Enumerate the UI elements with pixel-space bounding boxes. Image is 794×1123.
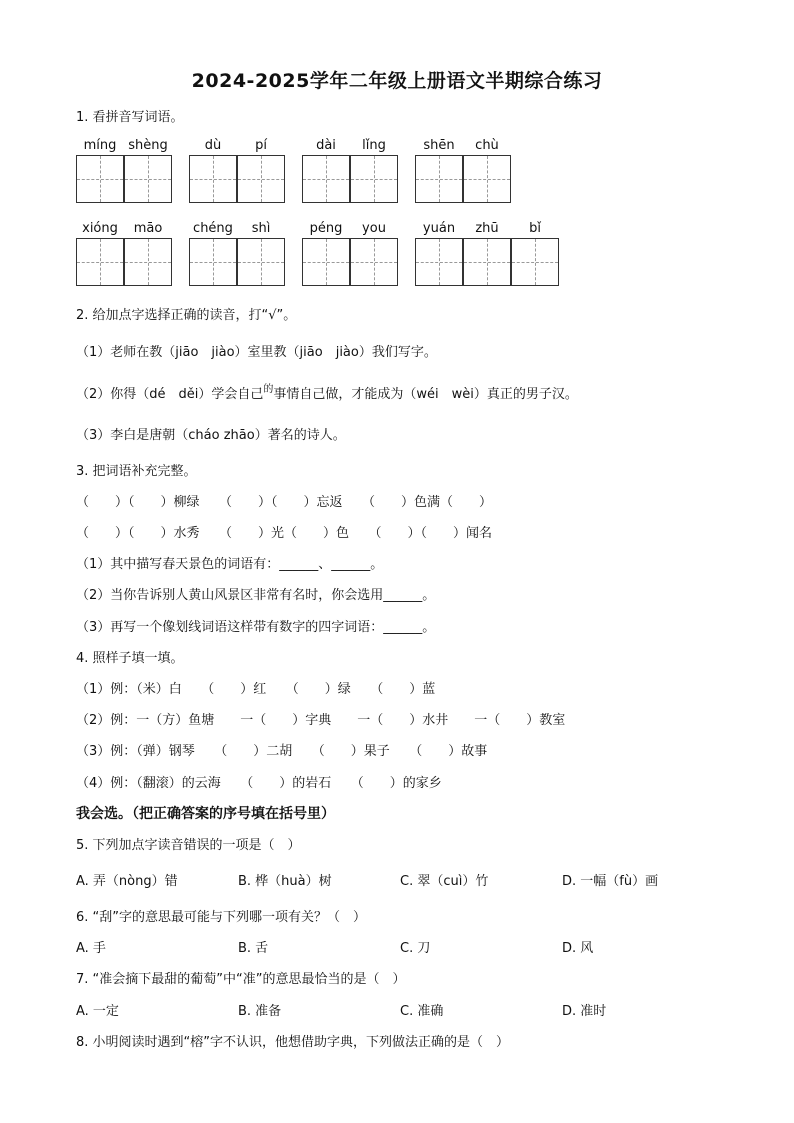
writing-box[interactable] bbox=[350, 238, 398, 286]
question-6-label: 6. “刮”字的意思最可能与下列哪一项有关？（ ） bbox=[76, 910, 367, 925]
question-4-line: （2）例：一（方）鱼塘 一（ ）字典 一（ ）水井 一（ ）教室 bbox=[76, 713, 566, 728]
pinyin: shì bbox=[251, 221, 271, 236]
pinyin: yuán bbox=[422, 221, 456, 236]
writing-box[interactable] bbox=[463, 155, 511, 203]
writing-box[interactable] bbox=[124, 155, 172, 203]
pinyin: zhū bbox=[475, 221, 499, 236]
question-2-item-1: （1）老师在教（jiāo jiào）室里教（jiāo jiào）我们写字。 bbox=[76, 345, 437, 360]
option-d[interactable]: D. 一幅（fù）画 bbox=[562, 874, 659, 889]
pinyin: chù bbox=[475, 138, 499, 153]
question-5-label: 5. 下列加点字读音错误的一项是（ ） bbox=[76, 838, 301, 853]
pinyin: shèng bbox=[128, 138, 168, 153]
option-b[interactable]: B. 舌 bbox=[238, 941, 269, 956]
pinyin: chéng bbox=[193, 221, 233, 236]
pinyin: dù bbox=[204, 138, 222, 153]
option-d[interactable]: D. 准时 bbox=[562, 1004, 607, 1019]
pinyin: bǐ bbox=[529, 221, 541, 236]
question-4-label: 4. 照样子填一填。 bbox=[76, 651, 184, 666]
writing-box[interactable] bbox=[189, 238, 237, 286]
writing-box[interactable] bbox=[511, 238, 559, 286]
pinyin: péng bbox=[309, 221, 343, 236]
question-7-label: 7. “准会摘下最甜的葡萄”中“准”的意思最恰当的是（ ） bbox=[76, 972, 406, 987]
option-b[interactable]: B. 桦（huà）树 bbox=[238, 874, 332, 889]
writing-box[interactable] bbox=[237, 155, 285, 203]
writing-box[interactable] bbox=[415, 238, 463, 286]
question-3-line: （ ）（ ）柳绿 （ ）（ ）忘返 （ ）色满（ ） bbox=[76, 495, 493, 510]
question-2-item-2-part-b: 事情自己做，才能成为（wéi wèi）真正的男子汉。 bbox=[273, 387, 578, 402]
question-1-label: 1. 看拼音写词语。 bbox=[76, 110, 184, 125]
question-3-line: （ ）（ ）水秀 （ ）光（ ）色 （ ）（ ）闻名 bbox=[76, 526, 493, 541]
option-a[interactable]: A. 一定 bbox=[76, 1004, 119, 1019]
pinyin: you bbox=[362, 221, 386, 236]
writing-box[interactable] bbox=[463, 238, 511, 286]
pinyin: shēn bbox=[423, 138, 455, 153]
writing-box[interactable] bbox=[189, 155, 237, 203]
question-2-item-3: （3）李白是唐朝（cháo zhāo）著名的诗人。 bbox=[76, 428, 346, 443]
writing-box[interactable] bbox=[415, 155, 463, 203]
writing-box[interactable] bbox=[302, 155, 350, 203]
option-a[interactable]: A. 弄（nòng）错 bbox=[76, 874, 178, 889]
writing-box[interactable] bbox=[350, 155, 398, 203]
option-d[interactable]: D. 风 bbox=[562, 941, 594, 956]
option-c[interactable]: C. 翠（cuì）竹 bbox=[400, 874, 489, 889]
question-4-line: （3）例：（弹）钢琴 （ ）二胡 （ ）果子 （ ）故事 bbox=[76, 744, 488, 759]
option-c[interactable]: C. 准确 bbox=[400, 1004, 444, 1019]
writing-box[interactable] bbox=[76, 155, 124, 203]
pinyin: pí bbox=[255, 138, 267, 153]
question-2-label: 2. 给加点字选择正确的读音，打“√”。 bbox=[76, 308, 297, 323]
question-3-line: （3）再写一个像划线词语这样带有数字的四字词语：______。 bbox=[76, 620, 436, 635]
page-title: 2024-2025学年二年级上册语文半期综合练习 bbox=[191, 70, 603, 92]
option-b[interactable]: B. 准备 bbox=[238, 1004, 282, 1019]
option-a[interactable]: A. 手 bbox=[76, 941, 106, 956]
question-3-label: 3. 把词语补充完整。 bbox=[76, 464, 197, 479]
pinyin: māo bbox=[133, 221, 163, 236]
question-4-line: （4）例：（翻滚）的云海 （ ）的岩石 （ ）的家乡 bbox=[76, 776, 442, 791]
pinyin: lǐng bbox=[362, 138, 386, 153]
writing-box[interactable] bbox=[124, 238, 172, 286]
pinyin: dài bbox=[316, 138, 336, 153]
writing-box[interactable] bbox=[302, 238, 350, 286]
question-3-line: （1）其中描写春天景色的词语有：______、______。 bbox=[76, 557, 384, 572]
pinyin: míng bbox=[83, 138, 117, 153]
question-8-label: 8. 小明阅读时遇到“榕”字不认识，他想借助字典，下列做法正确的是（ ） bbox=[76, 1035, 510, 1050]
question-2-item-2-part-a: （2）你得（dé děi）学会自己 bbox=[76, 387, 264, 402]
question-4-line: （1）例：（米）白 （ ）红 （ ）绿 （ ）蓝 bbox=[76, 682, 436, 697]
question-2-item-2 bbox=[76, 383, 578, 402]
section-heading: 我会选。（把正确答案的序号填在括号里） bbox=[76, 806, 335, 822]
pinyin: xióng bbox=[82, 221, 118, 236]
writing-box[interactable] bbox=[237, 238, 285, 286]
question-2-item-2-mark: 的 bbox=[263, 384, 274, 395]
option-c[interactable]: C. 刀 bbox=[400, 941, 431, 956]
question-3-line: （2）当你告诉别人黄山风景区非常有名时，你会选用______。 bbox=[76, 588, 436, 603]
writing-box[interactable] bbox=[76, 238, 124, 286]
